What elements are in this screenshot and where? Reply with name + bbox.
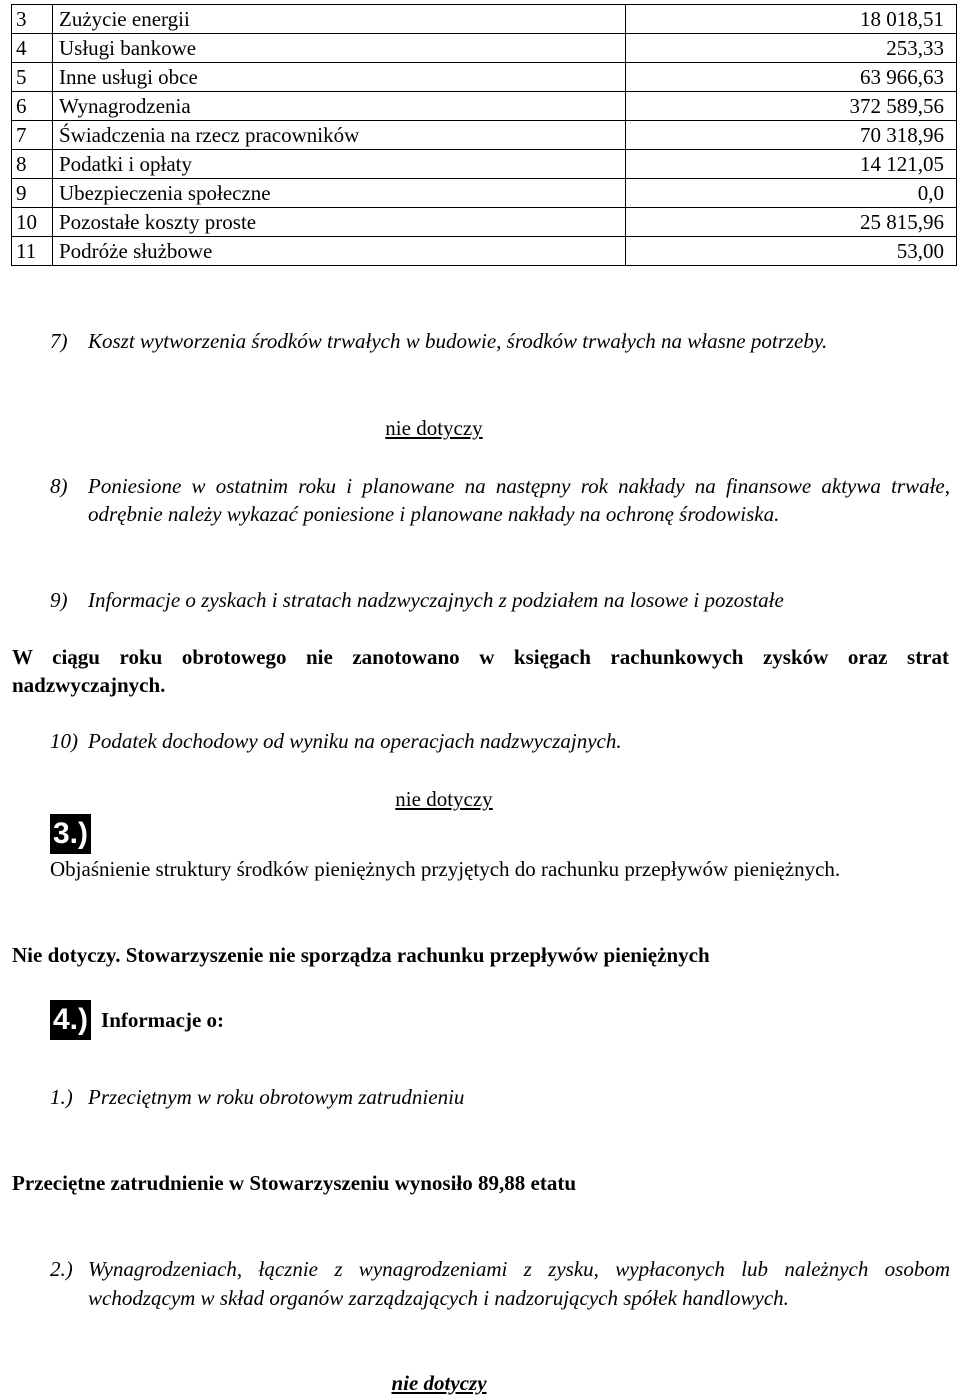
table-row: [12, 237, 957, 266]
row-number: 11: [12, 237, 53, 266]
item-10: [50, 727, 950, 755]
section-3-answer: Nie dotyczy. Stowarzyszenie nie sporządza rachunku przepływów pieniężnych: [12, 943, 710, 967]
section-3-text: Objaśnienie struktury środków pieniężnych przyjętych do rachunku przepływów pieniężnych.: [50, 857, 841, 881]
cost-name: Świadczenia na rzecz pracowników: [53, 121, 626, 150]
table-row: [12, 34, 957, 63]
section-3-header: [50, 814, 91, 854]
row-number: 8: [12, 150, 53, 179]
cost-amount: 53,00: [626, 237, 957, 266]
row-number: 6: [12, 92, 53, 121]
row-number: 5: [12, 63, 53, 92]
row-number: 9: [12, 179, 53, 208]
cost-name: Podatki i opłaty: [53, 150, 626, 179]
item-7: [50, 327, 950, 356]
section-4-item-1-text: Przeciętnym w roku obrotowym zatrudnieniu: [88, 1085, 465, 1109]
cost-amount: 14 121,05: [626, 150, 957, 179]
section-4-badge: 4.): [50, 1000, 91, 1040]
cost-amount: 0,0: [626, 179, 957, 208]
section-4-item-1-answer: Przeciętne zatrudnienie w Stowarzyszeniu wynosiło 89,88 etatu: [12, 1171, 576, 1195]
item-9-text: Informacje o zyskach i stratach nadzwyczajnych z podziałem na losowe i pozostałe: [88, 588, 784, 612]
section-4-item-2-status: nie dotyczy: [391, 1371, 487, 1395]
row-number: 10: [12, 208, 53, 237]
item-8: [50, 472, 950, 528]
item-7-status-wrap: [0, 414, 868, 442]
item-7-text: Koszt wytworzenia środków trwałych w budowie, środków trwałych na własne potrzeby.: [88, 329, 828, 353]
item-10-status: nie dotyczy: [395, 787, 493, 811]
section-4-item-2-label: 2.): [50, 1257, 73, 1281]
cost-name: Inne usługi obce: [53, 63, 626, 92]
row-number: 4: [12, 34, 53, 63]
cost-amount: 372 589,56: [626, 92, 957, 121]
item-9-answer: W ciągu roku obrotowego nie zanotowano w księgach rachunkowych zysków oraz strat nadzwyczajnych.: [12, 645, 949, 697]
item-10-status-wrap: [0, 785, 888, 813]
item-7-label: 7): [50, 329, 68, 353]
section-4-item-1: [50, 1083, 950, 1111]
section-4-item-2-text: Wynagrodzeniach, łącznie z wynagrodzeniami z zysku, wypłaconych lub należnych osobom wchodzącym w skład organów zarządzających i nadzorujących spółek handlowych.: [88, 1257, 950, 1310]
item-8-label: 8): [50, 474, 68, 498]
section-4-header: [50, 1000, 224, 1040]
row-number: 3: [12, 5, 53, 34]
table-row: [12, 121, 957, 150]
row-number: 7: [12, 121, 53, 150]
table-row: [12, 150, 957, 179]
cost-name: Pozostałe koszty proste: [53, 208, 626, 237]
table-row: [12, 208, 957, 237]
cost-name: Wynagrodzenia: [53, 92, 626, 121]
item-8-text: Poniesione w ostatnim roku i planowane na następny rok nakłady na finansowe aktywa trwałe, odrębnie należy wykazać poniesione i planowane nakłady na ochronę środowiska.: [88, 474, 950, 526]
table-row: [12, 92, 957, 121]
table-row: [12, 179, 957, 208]
cost-name: Zużycie energii: [53, 5, 626, 34]
section-4-title: Informacje o:: [101, 1007, 225, 1032]
cost-amount: 25 815,96: [626, 208, 957, 237]
item-7-status: nie dotyczy: [385, 416, 483, 440]
cost-name: Usługi bankowe: [53, 34, 626, 63]
cost-amount: 70 318,96: [626, 121, 957, 150]
costs-table: [11, 4, 957, 266]
table-row: [12, 5, 957, 34]
table-row: [12, 63, 957, 92]
section-3-badge: 3.): [50, 814, 91, 854]
cost-name: Ubezpieczenia społeczne: [53, 179, 626, 208]
item-10-text: Podatek dochodowy od wyniku na operacjach nadzwyczajnych.: [88, 729, 622, 753]
costs-table-body: [12, 5, 957, 266]
item-9-label: 9): [50, 588, 68, 612]
cost-name: Podróże służbowe: [53, 237, 626, 266]
item-10-label: 10): [50, 729, 78, 753]
item-9: [50, 586, 950, 614]
section-4-item-1-label: 1.): [50, 1085, 73, 1109]
cost-amount: 63 966,63: [626, 63, 957, 92]
section-4-item-2-status-wrap: [0, 1370, 878, 1396]
cost-amount: 18 018,51: [626, 5, 957, 34]
cost-amount: 253,33: [626, 34, 957, 63]
section-4-item-2: [50, 1255, 950, 1313]
